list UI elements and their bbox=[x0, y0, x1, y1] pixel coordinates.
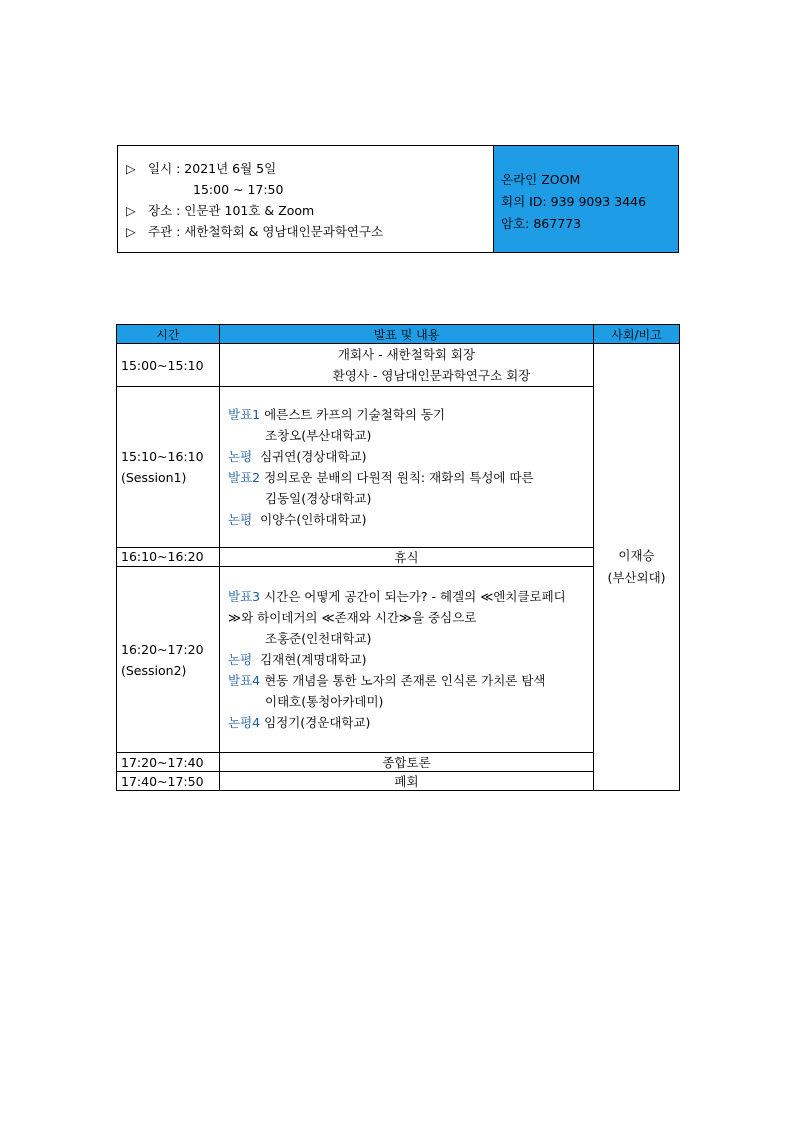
meeting-id: 회의 ID: 939 9093 3446 bbox=[501, 194, 647, 209]
event-details bbox=[118, 146, 494, 252]
schedule-table bbox=[116, 324, 680, 791]
list-item: 논평4 임정기(경운대학교) bbox=[228, 715, 371, 730]
list-item: ≫와 하이데거의 ≪존재와 시간≫을 중심으로 bbox=[228, 610, 477, 625]
list-item: 논평 김재현(계명대학교) bbox=[228, 652, 367, 667]
opening-content: 개회사 - 새한철학회 회장 환영사 - 영남대인문과학연구소 회장 bbox=[220, 344, 594, 387]
header-content: 발표 및 내용 bbox=[220, 325, 594, 344]
time-cell: 17:20~17:40 bbox=[117, 753, 220, 772]
session2-content bbox=[220, 567, 594, 753]
time-cell: 16:20~17:20 (Session2) bbox=[117, 567, 220, 753]
time-cell: 16:10~16:20 bbox=[117, 548, 220, 567]
triangle-bullet-icon: ▷ bbox=[126, 161, 136, 176]
list-item: 발표4 현동 개념을 통한 노자의 존재론 인식론 가치론 탐색 bbox=[228, 673, 546, 688]
list-item: 조홍준(인천대학교) bbox=[265, 631, 372, 646]
list-item: 김동일(경상대학교) bbox=[265, 491, 372, 506]
list-item: 논평 심귀연(경상대학교) bbox=[228, 449, 367, 464]
session1-content bbox=[220, 387, 594, 548]
zoom-info bbox=[494, 146, 678, 252]
event-info-box bbox=[117, 145, 679, 253]
moderator-affiliation: (부산외대) bbox=[607, 570, 666, 585]
time-cell: 15:10~16:10 (Session1) bbox=[117, 387, 220, 548]
time-cell: 17:40~17:50 bbox=[117, 772, 220, 791]
list-item: 논평 이양수(인하대학교) bbox=[228, 512, 367, 527]
online-label: 온라인 ZOOM bbox=[501, 172, 581, 187]
header-moderator: 사회/비고 bbox=[594, 325, 680, 344]
host-line: ▷ 주관 : 새한철학회 & 영남대인문과학연구소 bbox=[126, 221, 493, 242]
date-line: ▷ 일시 : 2021년 6월 5일 bbox=[126, 158, 493, 179]
list-item: 발표2 정의로운 분배의 다원적 원칙: 재화의 특성에 따른 bbox=[228, 470, 534, 485]
moderator-cell bbox=[594, 344, 680, 791]
time-cell: 15:00~15:10 bbox=[117, 344, 220, 387]
table-header-row bbox=[117, 325, 680, 344]
moderator-name: 이재승 bbox=[618, 548, 655, 563]
meeting-password: 암호: 867773 bbox=[501, 216, 582, 231]
venue-line: ▷ 장소 : 인문관 101호 & Zoom bbox=[126, 200, 493, 221]
list-item: 발표3 시간은 어떻게 공간이 되는가? - 헤겔의 ≪엔치클로페디 bbox=[228, 589, 566, 604]
triangle-bullet-icon: ▷ bbox=[126, 224, 136, 239]
discussion-content: 종합토론 bbox=[220, 753, 594, 772]
table-row-opening bbox=[117, 344, 680, 387]
closing-content: 폐회 bbox=[220, 772, 594, 791]
list-item: 이태호(통청아카데미) bbox=[265, 694, 384, 709]
list-item: 조창오(부산대학교) bbox=[265, 428, 372, 443]
list-item: 발표1 에른스트 카프의 기술철학의 동기 bbox=[228, 407, 446, 422]
break-content: 휴식 bbox=[220, 548, 594, 567]
triangle-bullet-icon: ▷ bbox=[126, 203, 136, 218]
time-line: 15:00 ~ 17:50 bbox=[193, 182, 284, 197]
header-time: 시간 bbox=[117, 325, 220, 344]
